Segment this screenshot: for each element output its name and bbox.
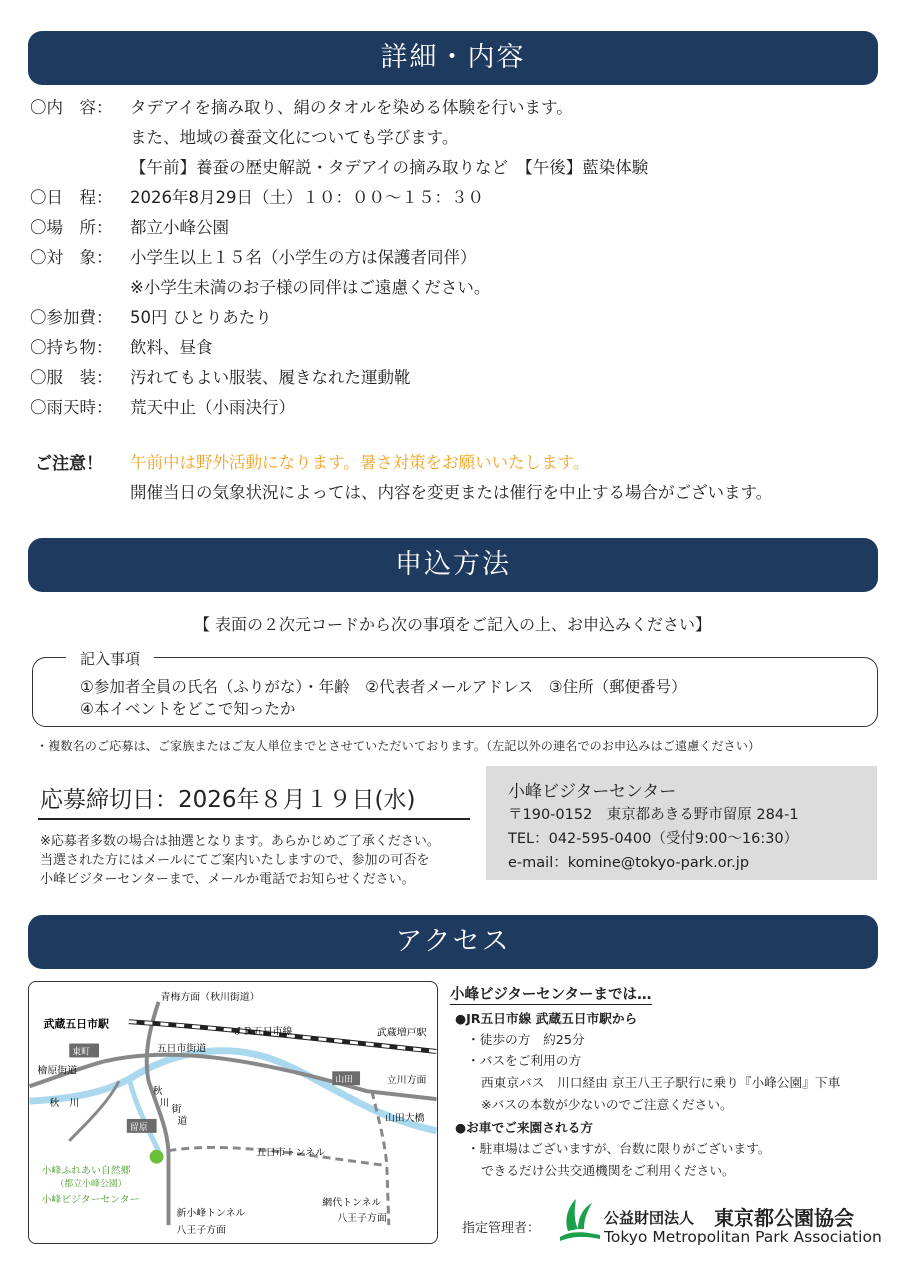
access-car-1: ・駐車場はございますが、台数に限りがございます。 — [467, 1141, 771, 1156]
visitor-center-name: 小峰ビジターセンター — [508, 782, 677, 802]
date-label: 〇日 程： — [30, 188, 113, 207]
entry-items-title: 記入事項 — [66, 648, 154, 669]
org-prefix: 公益財団法人 — [604, 1209, 695, 1227]
lottery-note-1: ※応募者多数の場合は抽選となります。あらかじめご了承ください。 — [40, 834, 440, 849]
date-value: 2026年8月29日（土）１０：００～１５：３０ — [130, 188, 484, 207]
map-yamada: 山田 — [335, 1075, 354, 1086]
wear-value: 汚れてもよい服装、履きなれた運動靴 — [130, 368, 411, 387]
caution-weather: 開催当日の気象状況によっては、内容を変更または催行を中止する場合がございます。 — [130, 483, 773, 502]
map-itsukaichi-kaido: 五日市街道 — [156, 1043, 207, 1055]
rain-value: 荒天中止（小雨決行） — [130, 398, 295, 417]
fee-value: 50円 ひとりあたり — [130, 308, 272, 327]
map-vc: 小峰ビジターセンター — [41, 1194, 140, 1206]
lottery-note-2: 当選された方にはメールにてご案内いたしますので、参加の可否を — [40, 853, 430, 868]
access-banner: アクセス — [28, 915, 878, 969]
map-itsukaichi-tunnel: 五日市トンネル — [255, 1147, 325, 1159]
visitor-center-tel: TEL：042-595-0400（受付9:00～16:30） — [508, 831, 799, 847]
map-yamada-bridge: 山田大橋 — [384, 1112, 425, 1124]
org-name: 東京都公園協会 — [714, 1206, 854, 1230]
access-walk: ・徒歩の方 約25分 — [467, 1032, 585, 1047]
map-fureai-1: 小峰ふれあい自然郷 — [41, 1165, 131, 1177]
park-association-logo-icon — [552, 1197, 602, 1243]
access-bus-note: ※バスの本数が少ないのでご注意ください。 — [481, 1097, 733, 1112]
map-ome: 青梅方面（秋川街道） — [160, 991, 260, 1003]
map-akigawa-kaido-1: 秋 — [152, 1086, 163, 1098]
target-value: 小学生以上１５名（小学生の方は保護者同伴） — [130, 248, 477, 267]
rain-label: 〇雨天時： — [30, 398, 113, 417]
visitor-center-email[interactable]: e-mail：komine@tokyo-park.or.jp — [508, 855, 750, 871]
map-musashi-itsukaichi: 武蔵五日市駅 — [43, 1017, 109, 1031]
map-jr-line: ＪＲ五日市線 — [233, 1026, 293, 1038]
map-amishiro: 網代トンネル — [322, 1197, 382, 1209]
map-tachikawa: 立川方面 — [386, 1075, 427, 1087]
access-title: 小峰ビジターセンターまでは… — [450, 983, 652, 1005]
visitor-center-address: 〒190-0152 東京都あきる野市留原 284-1 — [508, 807, 799, 823]
map-akigawa-kaido-3: 街 — [171, 1104, 182, 1116]
map-akigawa-river: 秋 川 — [49, 1098, 80, 1110]
caution-heat: 午前中は野外活動になります。暑さ対策をお願いいたします。 — [130, 453, 590, 472]
akigawa-kaido-road — [147, 1002, 169, 1225]
target-note: ※小学生未満のお子様の同伴はご遠慮ください。 — [130, 278, 491, 297]
access-map — [28, 981, 438, 1244]
target-label: 〇対 象： — [30, 248, 113, 267]
komine-park-marker-icon — [150, 1150, 164, 1164]
entry-items-line-1: ①参加者全員の氏名（ふりがな）・年齢 ②代表者メールアドレス ③住所（郵便番号） — [80, 678, 687, 696]
fee-label: 〇参加費： — [30, 308, 113, 327]
content-label: 〇内 容： — [30, 98, 113, 117]
group-entry-note: ・複数名のご応募は、ご家族またはご友人単位までとさせていただいております。（左記以外の連名でのお申込みはご遠慮ください） — [36, 739, 761, 753]
map-hachioji-1: 八王子方面 — [176, 1225, 226, 1237]
content-line-2: また、地域の養蚕文化についても学びます。 — [130, 128, 459, 147]
wear-label: 〇服 装： — [30, 368, 113, 387]
access-car-2: できるだけ公共交通機関をご利用ください。 — [481, 1163, 735, 1178]
content-line-3: 【午前】養蚕の歴史解説・タデアイの摘み取りなど 【午後】藍染体験 — [130, 158, 649, 177]
access-jr-heading: ●JR五日市線 武蔵五日市駅から — [455, 1011, 638, 1026]
manager-label: 指定管理者： — [462, 1221, 541, 1236]
access-car-heading: ●お車でご来園される方 — [455, 1120, 593, 1135]
map-higashimachi: 東町 — [72, 1047, 91, 1058]
content-value: タデアイを摘み取り、絹のタオルを染める体験を行います。 — [130, 98, 573, 117]
map-akigawa-kaido-4: 道 — [177, 1115, 188, 1127]
map-hachioji-2: 八王子方面 — [337, 1213, 387, 1225]
apply-banner: 申込方法 — [28, 538, 878, 592]
details-banner: 詳細・内容 — [28, 31, 878, 85]
map-tomehara: 留原 — [129, 1122, 148, 1133]
entry-items-line-2: ④本イベントをどこで知ったか — [80, 700, 296, 718]
access-bus: ・バスをご利用の方 — [467, 1053, 582, 1068]
map-hinohara: 檜原街道 — [37, 1065, 78, 1077]
place-value: 都立小峰公園 — [130, 218, 229, 237]
deadline-underline — [38, 818, 470, 820]
org-name-en: Tokyo Metropolitan Park Association — [604, 1228, 882, 1246]
place-label: 〇場 所： — [30, 218, 113, 237]
deadline: 応募締切日：2026年８月１９日(水) — [40, 787, 416, 813]
lottery-note-3: 小峰ビジターセンターまで、メールか電話でお知らせください。 — [40, 872, 415, 887]
map-shin-komine: 新小峰トンネル — [176, 1208, 246, 1220]
apply-intro: 【 表面の２次元コードから次の事項をご記入の上、お申込みください】 — [193, 615, 712, 634]
map-fureai-2: （都立小峰公園） — [55, 1179, 127, 1190]
access-bus-detail: 西東京バス 川口経由 京王八王子駅行に乗り『小峰公園』下車 — [481, 1075, 841, 1090]
caution-heading: ご注意！ — [35, 454, 103, 474]
bring-value: 飲料、昼食 — [130, 338, 213, 357]
map-musashi-masuko: 武蔵増戸駅 — [376, 1027, 427, 1039]
map-akigawa-kaido-2: 川 — [159, 1098, 170, 1110]
bring-label: 〇持ち物： — [30, 338, 113, 357]
